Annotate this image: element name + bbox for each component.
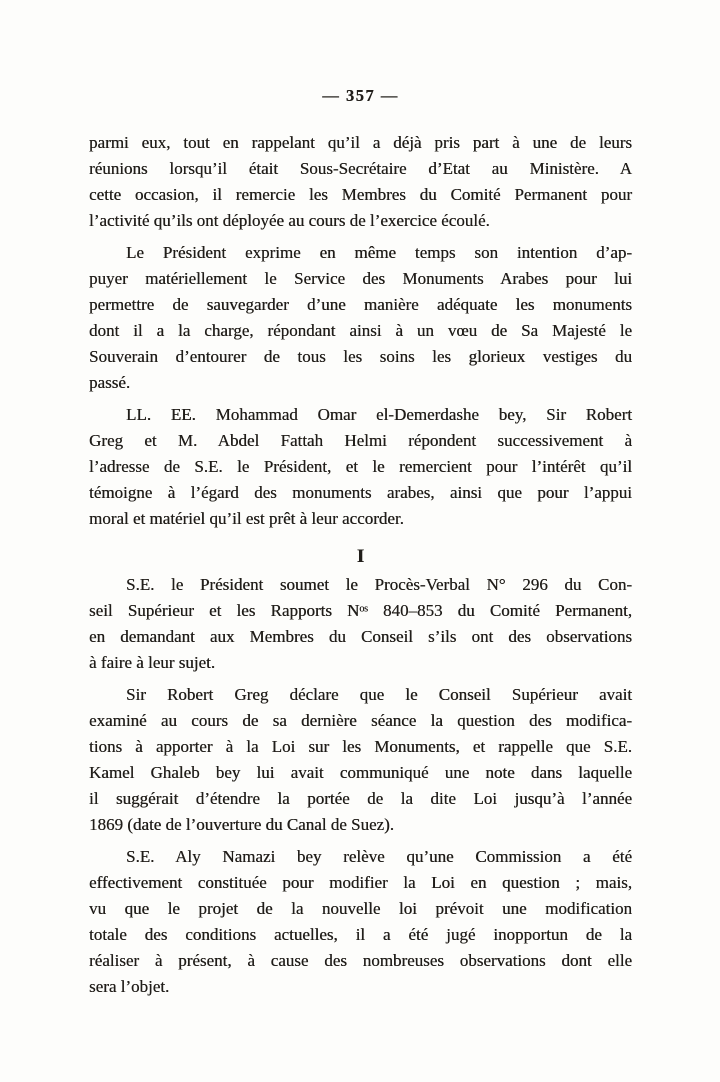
page-body bbox=[89, 86, 632, 1000]
text-line: sera l’objet. bbox=[89, 977, 170, 996]
text-line: S.E. Aly Namazi bey relève qu’une Commission a été bbox=[126, 847, 632, 866]
text-line: puyer matériellement le Service des Monuments Arabes pour lui bbox=[89, 269, 632, 288]
text-line: effectivement constituée pour modifier la Loi en question ; mais, bbox=[89, 873, 632, 892]
text-line: l’adresse de S.E. le Président, et le remercient pour l’intérêt qu’il bbox=[89, 457, 632, 476]
text-line: à faire à leur sujet. bbox=[89, 653, 216, 672]
text-line: cette occasion, il remercie les Membres du Comité Permanent pour bbox=[89, 185, 632, 204]
paragraph bbox=[89, 130, 632, 234]
text-line: Sir Robert Greg déclare que le Conseil Supérieur avait bbox=[126, 685, 632, 704]
text-line: totale des conditions actuelles, il a été jugé inopportun de la bbox=[89, 925, 632, 944]
text-line: 1869 (date de l’ouverture du Canal de Suez). bbox=[89, 815, 394, 834]
paragraph bbox=[89, 844, 632, 1000]
text-line: parmi eux, tout en rappelant qu’il a déjà pris part à une de leurs bbox=[89, 133, 632, 152]
paragraph bbox=[89, 240, 632, 396]
text-line: passé. bbox=[89, 373, 131, 392]
text-line: Kamel Ghaleb bey lui avait communiqué une note dans laquelle bbox=[89, 763, 632, 782]
text-line: LL. EE. Mohammad Omar el-Demerdashe bey, Sir Robert bbox=[126, 405, 632, 424]
text-line: moral et matériel qu’il est prêt à leur accorder. bbox=[89, 509, 404, 528]
paragraph bbox=[89, 402, 632, 532]
text-line: Le Président exprime en même temps son intention d’ap- bbox=[126, 243, 632, 262]
page-number: — 357 — bbox=[322, 86, 399, 105]
text-line: dont il a la charge, répondant ainsi à un vœu de Sa Majesté le bbox=[89, 321, 632, 340]
text-line: vu que le projet de la nouvelle loi prévoit une modification bbox=[89, 899, 632, 918]
text-line: permettre de sauvegarder d’une manière adéquate les monuments bbox=[89, 295, 632, 314]
text-line: témoigne à l’égard des monuments arabes, ainsi que pour l’appui bbox=[89, 483, 632, 502]
text-line: en demandant aux Membres du Conseil s’ils ont des observations bbox=[89, 627, 632, 646]
text-line: l’activité qu’ils ont déployée au cours de l’exercice écoulé. bbox=[89, 211, 490, 230]
text-line: S.E. le Président soumet le Procès-Verbal N° 296 du Con- bbox=[126, 575, 632, 594]
text-line: Greg et M. Abdel Fattah Helmi répondent successivement à bbox=[89, 431, 632, 450]
text-line: tions à apporter à la Loi sur les Monuments, et rappelle que S.E. bbox=[89, 737, 632, 756]
text-line: réaliser à présent, à cause des nombreuses observations dont elle bbox=[89, 951, 632, 970]
text-line: il suggérait d’étendre la portée de la dite Loi jusqu’à l’année bbox=[89, 789, 632, 808]
text-line: réunions lorsqu’il était Sous-Secrétaire d’Etat au Ministère. A bbox=[89, 159, 632, 178]
text-line: seil Supérieur et les Rapports Nᵒˢ 840–853 du Comité Permanent, bbox=[89, 601, 632, 620]
text-line: Souverain d’entourer de tous les soins les glorieux vestiges du bbox=[89, 347, 632, 366]
paragraph bbox=[89, 682, 632, 838]
text-block bbox=[89, 130, 632, 1000]
text-line: examiné au cours de sa dernière séance la question des modifica- bbox=[89, 711, 632, 730]
section-heading: I bbox=[356, 546, 365, 567]
paragraph bbox=[89, 572, 632, 676]
